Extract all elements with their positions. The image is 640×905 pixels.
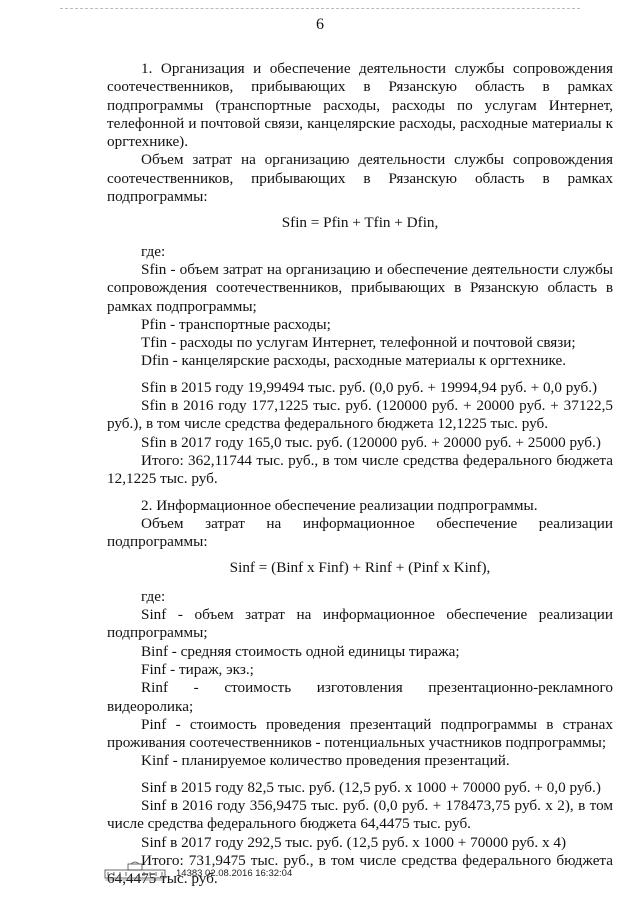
page-number: 6 bbox=[316, 16, 324, 33]
section1-year-2017: Sfin в 2017 году 165,0 тыс. руб. (120000 руб. + 20000 руб. + 25000 руб.) bbox=[141, 433, 601, 451]
section1-heading: 1. Организация и обеспечение деятельности службы сопровождения соотечественников, прибывающих в Рязанскую область в рамках подпрограммы (транспортные расходы, расходы по услугам Интернет, телефонной и почтовой связи, канцелярские расходы, расходные материалы к оргтехнике). bbox=[107, 60, 613, 151]
section1-def-dfin: Dfin - канцелярские расходы, расходные материалы к оргтехнике. bbox=[141, 352, 567, 370]
section1-where: где: bbox=[141, 242, 166, 260]
section2-year-2015: Sinf в 2015 году 82,5 тыс. руб. (12,5 руб. х 1000 + 70000 руб. + 0,0 руб.) bbox=[141, 778, 601, 796]
section2-def-finf: Finf - тираж, экз.; bbox=[141, 660, 254, 678]
section2-formula: Sinf = (Binf x Finf) + Rinf + (Pinf x Kinf), bbox=[229, 559, 491, 577]
section1-total: Итого: 362,11744 тыс. руб., в том числе средства федерального бюджета 12,1225 тыс. руб. bbox=[107, 451, 613, 488]
section2-def-binf: Binf - средняя стоимость одной единицы тиража; bbox=[141, 642, 460, 660]
section2-where: где: bbox=[141, 587, 166, 605]
footer bbox=[104, 862, 292, 884]
footer-registration-text: 14383 02.08.2016 16:32:04 bbox=[176, 867, 293, 879]
section2-year-2016: Sinf в 2016 году 356,9475 тыс. руб. (0,0 руб. + 178473,75 руб. х 2), в том числе средства федерального бюджета 64,4475 тыс. руб. bbox=[107, 796, 613, 833]
section2-def-kinf: Kinf - планируемое количество проведения презентаций. bbox=[141, 752, 510, 770]
section2-cost-intro: Объем затрат на информационное обеспечение реализации подпрограммы: bbox=[107, 514, 613, 551]
section2-def-pinf: Pinf - стоимость проведения презентаций подпрограммы в странах проживания соотечественников - потенциальных участников подпрограммы; bbox=[107, 715, 613, 752]
section2-def-sinf: Sinf - объем затрат на информационное обеспечение реализации подпрограммы; bbox=[107, 606, 613, 642]
section1-year-2016: Sfin в 2016 году 177,1225 тыс. руб. (120000 руб. + 20000 руб. + 37122,5 руб.), в том числе средства федерального бюджета 12,1225 тыс. руб. bbox=[107, 397, 613, 433]
section1-formula: Sfin = Pfin + Tfin + Dfin, bbox=[281, 214, 439, 232]
section1-def-tfin: Tfin - расходы по услугам Интернет, телефонной и почтовой связи; bbox=[141, 334, 576, 352]
section2-def-rinf: Rinf - стоимость изготовления презентационно-рекламного видеоролика; bbox=[107, 679, 613, 715]
section1-def-sfin: Sfin - объем затрат на организацию и обеспечение деятельности службы сопровождения соотечественников, прибывающих в Рязанскую область в рамках подпрограммы; bbox=[107, 260, 613, 315]
section1-def-pfin: Pfin - транспортные расходы; bbox=[141, 315, 331, 333]
section2-year-2017: Sinf в 2017 году 292,5 тыс. руб. (12,5 руб. х 1000 + 70000 руб. х 4) bbox=[141, 833, 567, 851]
building-stamp-icon bbox=[104, 861, 166, 886]
section1-cost-intro: Объем затрат на организацию деятельности службы сопровождения соотечественников, прибывающих в Рязанскую область в рамках подпрограммы: bbox=[107, 151, 613, 206]
section2-heading: 2. Информационное обеспечение реализации подпрограммы. bbox=[141, 496, 538, 514]
section2-total: Итого: 731,9475 тыс. руб., в том числе средства федерального бюджета 64,4475 тыс. руб. bbox=[107, 851, 613, 888]
section1-year-2015: Sfin в 2015 году 19,99494 тыс. руб. (0,0 руб. + 19994,94 руб. + 0,0 руб.) bbox=[141, 378, 598, 396]
document-body bbox=[107, 60, 613, 888]
top-rule bbox=[60, 8, 580, 10]
